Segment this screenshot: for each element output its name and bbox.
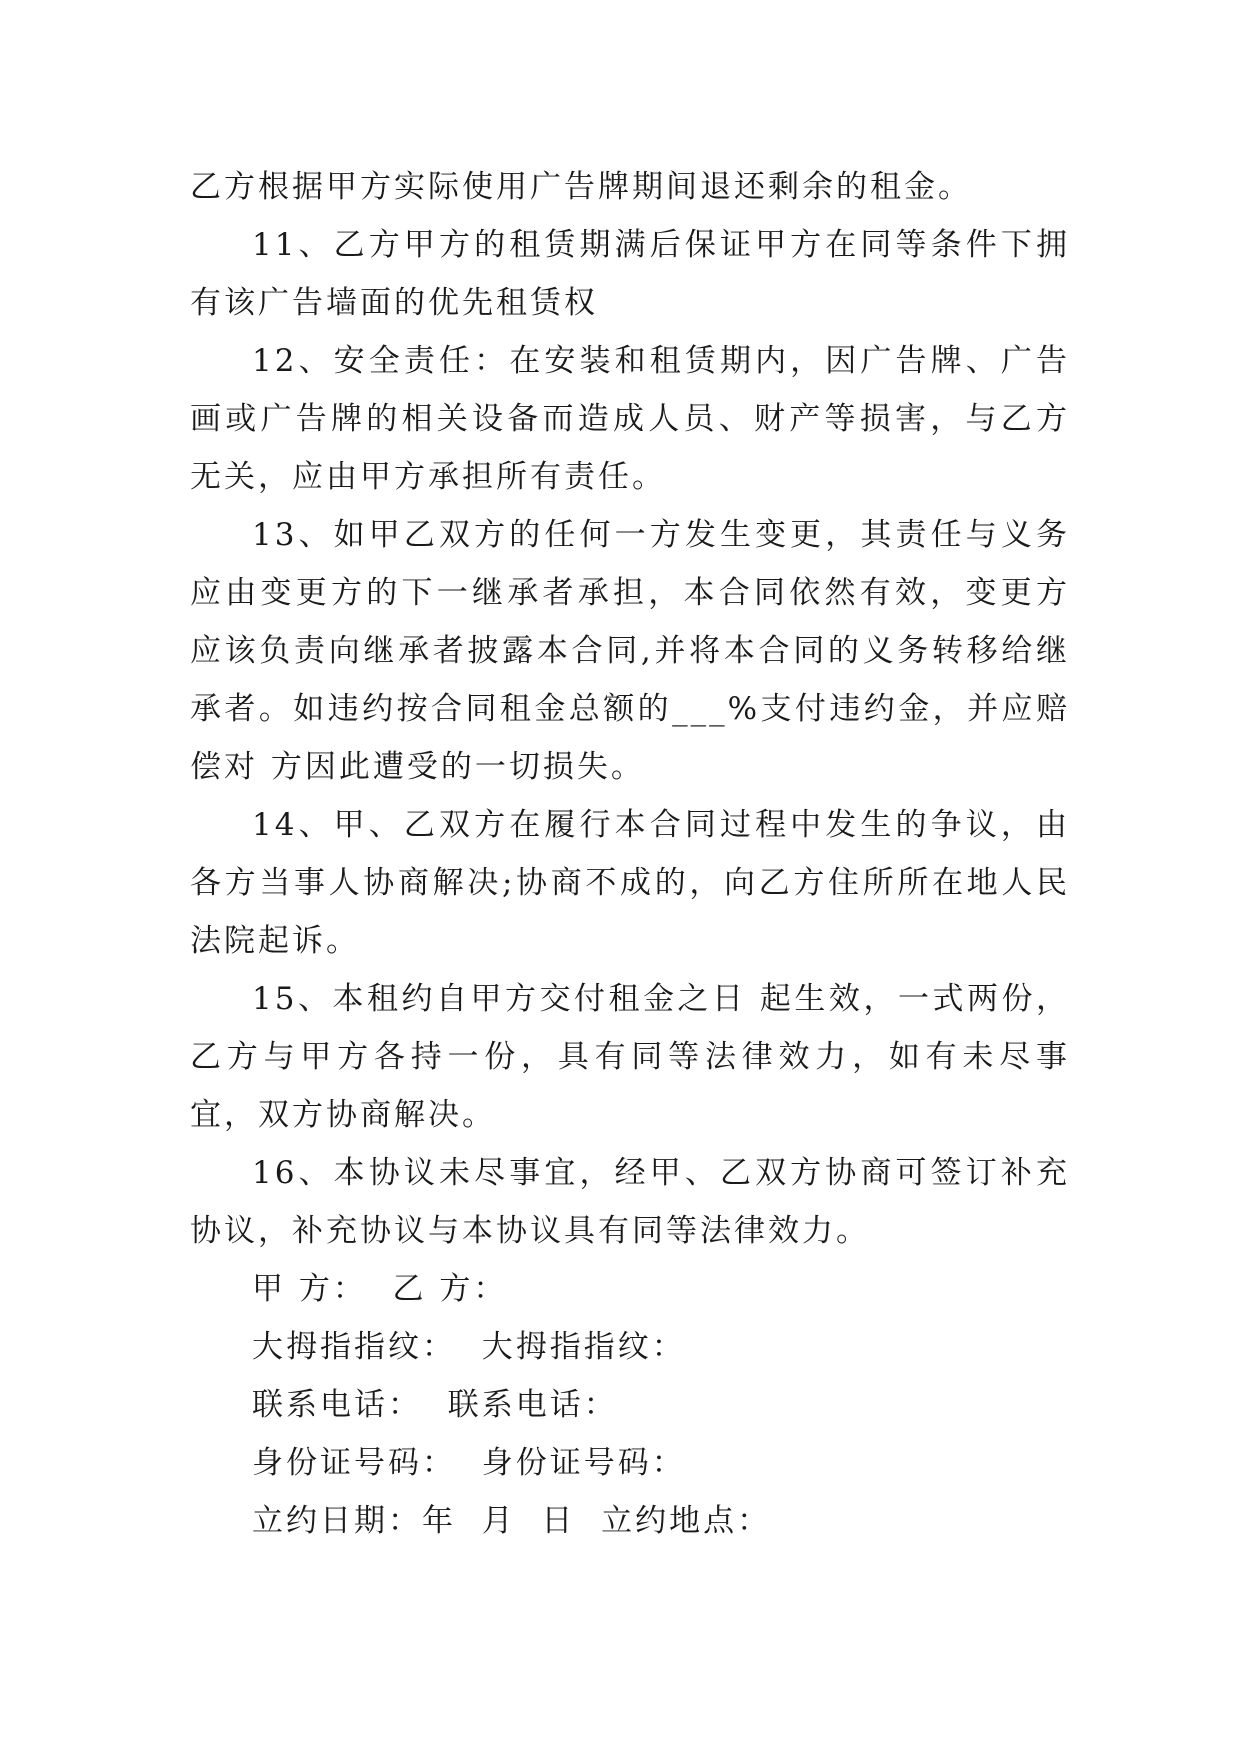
signature-phone: 联系电话： 联系电话： <box>252 1387 618 1423</box>
signature-thumbprint: 大拇指指纹： 大拇指指纹： <box>252 1329 686 1365</box>
paragraph-clause-11: 11、乙方甲方的租赁期满后保证甲方在同等条件下拥有该广告墙面的优先租赁权 <box>190 227 1070 321</box>
paragraph-refund: 乙方根据甲方实际使用广告牌期间退还剩余的租金。 <box>190 169 972 205</box>
signature-date-place: 立约日期：年 月 日 立约地点： <box>252 1503 772 1539</box>
paragraph-clause-16: 16、本协议未尽事宜，经甲、乙双方协商可签订补充协议，补充协议与本协议具有同等法律效力。 <box>190 1155 1070 1249</box>
paragraph-clause-15: 15、本租约自甲方交付租金之日 起生效，一式两份，乙方与甲方各持一份，具有同等法律效力，如有未尽事宜，双方协商解决。 <box>190 981 1070 1133</box>
document-body <box>190 158 1070 1550</box>
paragraph-clause-14: 14、甲、乙双方在履行本合同过程中发生的争议，由各方当事人协商解决;协商不成的，向乙方住所所在地人民法院起诉。 <box>190 807 1070 959</box>
paragraph-clause-12: 12、安全责任：在安装和租赁期内，因广告牌、广告画或广告牌的相关设备而造成人员、财产等损害，与乙方无关，应由甲方承担所有责任。 <box>190 343 1070 495</box>
signature-parties: 甲 方： 乙 方： <box>252 1271 508 1307</box>
signature-block <box>190 1260 1070 1550</box>
signature-id-number: 身份证号码： 身份证号码： <box>252 1445 686 1481</box>
paragraph-clause-13: 13、如甲乙双方的任何一方发生变更，其责任与义务应由变更方的下一继承者承担，本合同依然有效，变更方应该负责向继承者披露本合同,并将本合同的义务转移给继承者。如违约按合同租金总额的___%支付违约金，并应赔偿对 方因此遭受的一切损失。 <box>190 517 1070 785</box>
